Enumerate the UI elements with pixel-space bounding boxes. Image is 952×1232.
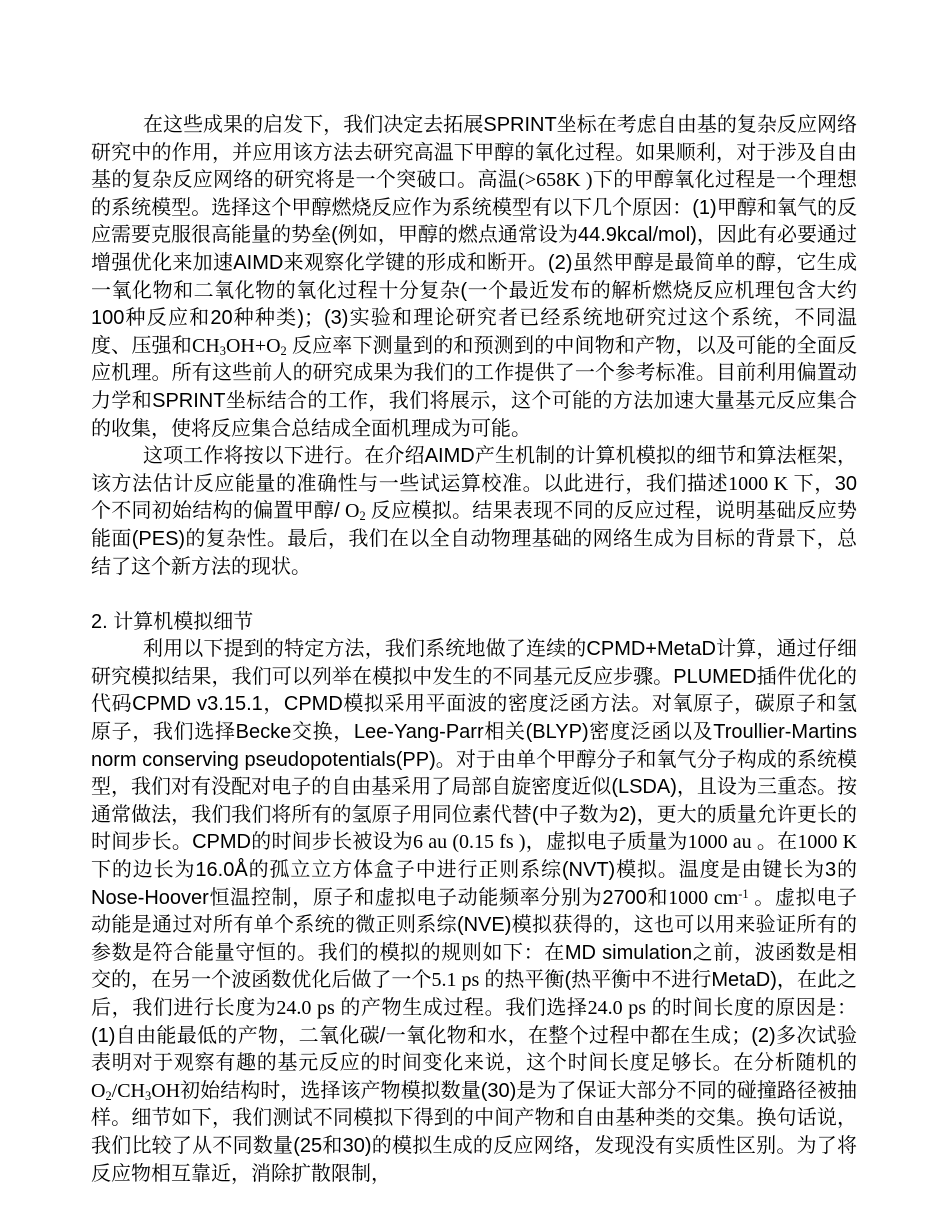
paragraph	[91, 443, 857, 581]
formula-text: 6 au (0.15 fs )	[413, 831, 526, 854]
formula-text: $O_2/CH_3OH$	[91, 1079, 181, 1103]
body-text: 。虚拟电子动能是通过对所有单个系统的微正则系综(NVE)模拟获得的，这也可以用来验证所有的参数是符合能量守恒的。我们的模拟的规则如下：在MD simulation之前，波函数是相交的，在另一个波函数优化后做了一个	[91, 886, 857, 992]
body-text: 这项工作将按以下进行。在介绍AIMD产生机制的计算机模拟的细节和算法框架，该方法估计反应能量的准确性与一些试运算校准。以此进行，我们描述	[91, 445, 857, 495]
document-body	[91, 112, 857, 1188]
formula-text: $O_2$	[339, 500, 366, 524]
paragraph	[91, 636, 857, 1188]
body-text: 下，30个不同初始结构的偏置甲醇/	[91, 472, 857, 523]
formula-text: 1000 K	[797, 831, 858, 854]
body-text: 在这些成果的启发下，我们决定去拓展SPRINT坐标在考虑自由基的复杂反应网络研究中的作用，并应用该方法去研究高温下甲醇的氧化过程。如果顺利，对于涉及自由基的复杂反应网络的研究将是一个突破口。高温	[91, 114, 857, 192]
body-text: 反应率下测量到的和预测到的中间物和产物，以及可能的全面反应机理。所有这些前人的研究成果为我们的工作提供了一个参考标准。目前利用偏置动力学和SPRINT坐标结合的工作，我们将展示，这个可能的方法加速大量基元反应集合的收集，使将反应集合总结成全面机理成为可能。	[91, 334, 857, 440]
formula-text: 1000 $cm^{-1}$	[668, 886, 749, 909]
formula-text: 1000 K	[728, 472, 794, 495]
blank-line	[91, 581, 857, 609]
body-text: 的时间长度的原因是：(1)自由能最低的产物，二氧化碳/一氧化物和水，在整个过程中都在生成；(2)多次试验表明对于观察有趣的基元反应的时间变化来说，这个时间长度足够长。在分析随机的	[91, 997, 857, 1075]
body-text: ，虚拟电子质量为	[525, 831, 688, 854]
body-text: 反应模拟。结果表现不同的反应过程，说明基础反应势能面(PES)的复杂性。最后，我们在以全自动物理基础的网络生成为目标的背景下，总结了这个新方法的现状。	[91, 500, 858, 578]
body-text: 。在	[756, 831, 798, 854]
formula-text: 1000 au	[687, 831, 757, 854]
body-text: 的产物生成过程。我们选择	[340, 997, 588, 1019]
section-heading	[91, 609, 857, 637]
formula-text: (>658K )	[518, 169, 593, 192]
body-text: 下的边长为16.0Å的孤立立方体盒子中进行正则系综(NVT)模拟。温度是由键长为3的Nose-Hoover恒温控制，原子和虚拟电子动能频率分别为2700和	[91, 859, 857, 909]
body-text: 下的甲醇氧化过程是一个理想的系统模型。选择这个甲醇燃烧反应作为系统模型有以下几个原因：(1)甲醇和氧气的反应需要克服很高能量的势垒(例如，甲醇的燃点通常设为44.9kcal/mol)，因此有必要通过增强优化来加速AIMD来观察化学键的形成和断开。(2)虽然甲醇是最简单的醇，它生成一氧化物和二氧化物的氧化过程十分复杂(一个最近发布的解析燃烧反应机理包含大约100种反应和20种种类)；(3)实验和理论研究者已经系统地研究过这个系统，不同温度、压强和	[91, 169, 858, 357]
formula-text: $CH_3OH+O_2$	[191, 334, 287, 358]
body-text: 2. 计算机模拟细节	[91, 610, 254, 633]
formula-text: 5.1 ps	[431, 969, 485, 992]
body-text: 初始结构时，选择该产物模拟数量(30)是为了保证大部分不同的碰撞路径被抽样。细节如下，我们测试不同模拟下得到的中间产物和自由基种类的交集。换句话说，我们比较了从不同数量(25和30)的模拟生成的反应网络，发现没有实质性区别。为了将反应物相互靠近，消除扩散限制，	[91, 1079, 857, 1185]
paragraph	[91, 112, 857, 443]
body-text: 利用以下提到的特定方法，我们系统地做了连续的CPMD+MetaD计算，通过仔细研究模拟结果，我们可以列举在模拟中发生的不同基元反应步骤。PLUMED插件优化的代码CPMD v3.15.1，CPMD模拟采用平面波的密度泛函方法。对氧原子，碳原子和氢原子，我们选择Becke交换，Lee-Yang-Parr相关(BLYP)密度泛函以及Troullier-Martins norm conserving pseudopotentials(PP)。对于由单个甲醇分子和氧气分子构成的系统模型，我们对有没配对电子的自由基采用了局部自旋密度近似(LSDA)，且设为三重态。按通常做法，我们我们将所有的氢原子用同位素代替(中子数为2)，更大的质量允许更长的时间步长。CPMD的时间步长被设为	[91, 638, 857, 854]
body-text: 的热平衡(热平衡中不进行MetaD)，在此之后，我们进行长度为	[91, 969, 857, 1019]
formula-text: 24.0 ps	[587, 997, 652, 1019]
formula-text: 24.0 ps	[276, 997, 341, 1019]
